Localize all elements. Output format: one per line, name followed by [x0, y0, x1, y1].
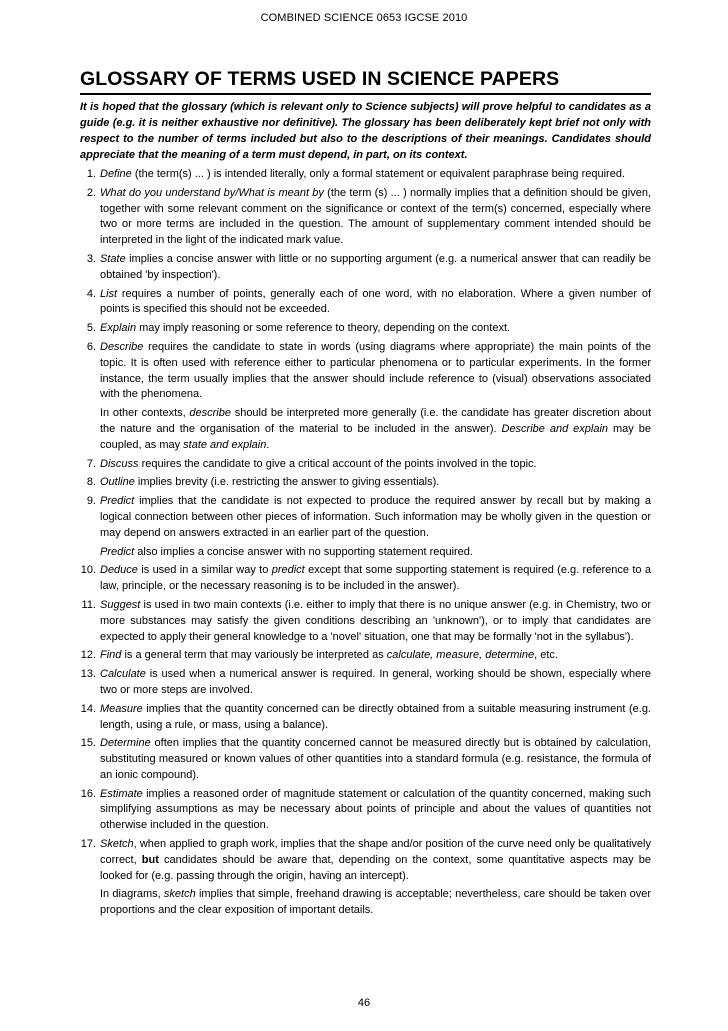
glossary-term-keyword: Sketch [100, 838, 134, 851]
glossary-term-keyword: Determine [100, 737, 151, 750]
glossary-item-paragraph [100, 167, 651, 183]
glossary-item-number: 17. [80, 838, 96, 851]
glossary-text: candidates should be aware that, depending on the context, some quantitative aspects may be looked for (e.g. passing through the origin, having an intercept). [100, 853, 651, 882]
glossary-text: is used when a numerical answer is required. In general, working should be shown, especially where two or more steps are involved. [100, 668, 651, 696]
glossary-item [80, 598, 651, 645]
glossary-list [80, 167, 651, 919]
glossary-item-paragraph [100, 475, 651, 491]
glossary-text: should be interpreted more generally (i.e. the candidate has greater discretion about the nature and the organisation of the material to be included in the answer). [100, 407, 651, 435]
glossary-text: In diagrams, [100, 888, 164, 901]
glossary-term-keyword: predict [271, 564, 305, 577]
glossary-item-number: 15. [80, 737, 96, 750]
glossary-item-number: 13. [80, 668, 96, 681]
glossary-item [80, 787, 651, 834]
glossary-term-keyword: Predict [100, 545, 135, 558]
glossary-text: (the term(s) ... ) is intended literally, only a formal statement or equivalent paraphrase being required. [131, 168, 625, 180]
glossary-item-paragraph [100, 736, 651, 783]
glossary-item-number: 14. [80, 702, 96, 715]
glossary-text: requires the candidate to give a critical account of the points involved in the topic. [138, 457, 537, 470]
emphasis-text: but [141, 853, 159, 866]
glossary-text: except that some supporting statement is required (e.g. reference to a law, principle, or the necessary reasoning is to be included in the answer). [100, 564, 651, 593]
glossary-term-keyword: state and explain [183, 438, 267, 451]
glossary-item-number: 5. [86, 322, 96, 335]
glossary-item-number: 1. [86, 168, 96, 180]
glossary-item-number: 12. [80, 649, 96, 662]
glossary-item-number: 2. [86, 186, 96, 199]
glossary-item-paragraph [100, 887, 651, 919]
glossary-item [80, 475, 651, 491]
glossary-term-keyword: State [100, 252, 126, 265]
glossary-text: implies that the quantity concerned can be directly obtained from a suitable measuring instrument (e.g. length, using a rule, or mass, using a balance). [100, 702, 651, 731]
page-number: 46 [357, 997, 371, 1009]
glossary-text: is used in a similar way to [137, 564, 272, 577]
glossary-text: (the term (s) ... ) normally implies that a definition should be given, together with some relevant comment on the significance or context of the term(s) concerned, especially where two or more terms are included in the question. The amount of supplementary comment intended should be interpreted in the light of the indicated mark value. [100, 186, 652, 247]
glossary-item-paragraph [100, 252, 651, 284]
glossary-text: , etc. [534, 649, 558, 662]
glossary-term-keyword: Deduce [100, 564, 138, 577]
glossary-term-keyword: Find [100, 649, 122, 662]
glossary-term-keyword: describe [189, 407, 231, 420]
glossary-item-paragraph [100, 494, 651, 541]
glossary-text: often implies that the quantity concerned cannot be measured directly but is obtained by calculation, substituting measured or known values of other quantities into a standard formula (e.g. resistance, the formula of an ionic compound). [100, 737, 651, 781]
glossary-term-keyword: Suggest [100, 598, 141, 611]
glossary-item-paragraph [100, 406, 651, 453]
glossary-item-paragraph [100, 667, 651, 699]
glossary-item-paragraph [100, 598, 651, 645]
glossary-item-paragraph [100, 787, 651, 834]
glossary-item [80, 321, 651, 337]
glossary-item-paragraph [100, 702, 651, 734]
glossary-item [80, 457, 651, 473]
glossary-item-number: 10. [80, 564, 96, 577]
glossary-term-keyword: Describe and explain [501, 422, 609, 435]
glossary-term-keyword: Measure [100, 702, 143, 715]
glossary-item [80, 167, 651, 183]
glossary-item-number: 6. [86, 340, 96, 353]
glossary-item-paragraph [100, 648, 651, 664]
glossary-term-keyword: Define [100, 168, 132, 180]
page-content [80, 68, 651, 922]
glossary-item-number: 4. [86, 287, 96, 300]
glossary-item [80, 340, 651, 454]
glossary-term-keyword: calculate, measure, determine [386, 649, 535, 662]
glossary-term-keyword: Predict [100, 495, 135, 508]
glossary-text: requires the candidate to state in words (using diagrams where appropriate) the main points of the topic. It is often used with reference either to particular phenomena or to particular experiments. In the former instance, the term usually implies that the answer should include reference to (visual) observations associated with the phenomena. [100, 340, 651, 401]
glossary-item [80, 648, 651, 664]
glossary-text: In other contexts, [100, 407, 190, 420]
glossary-item [80, 287, 651, 319]
glossary-item-number: 3. [86, 252, 96, 265]
glossary-item [80, 252, 651, 284]
glossary-item [80, 667, 651, 699]
glossary-item-paragraph [100, 287, 651, 319]
glossary-item-paragraph [100, 321, 651, 337]
glossary-text: , when applied to graph work, implies that the shape and/or position of the curve need only be qualitatively correct, [100, 838, 651, 866]
glossary-item-paragraph [100, 340, 651, 403]
glossary-item-number: 16. [80, 787, 96, 800]
glossary-text: implies a concise answer with little or no supporting argument (e.g. a numerical answer that can readily be obtained 'by inspection'). [100, 252, 651, 281]
glossary-term-keyword: Explain [100, 322, 137, 335]
glossary-item-number: 11. [81, 598, 96, 611]
glossary-term-keyword: Discuss [100, 457, 139, 470]
glossary-item [80, 494, 651, 560]
page-title: GLOSSARY OF TERMS USED IN SCIENCE PAPERS [80, 68, 651, 95]
glossary-item-number: 9. [86, 495, 96, 508]
glossary-term-keyword: What do you understand by/What is meant by [100, 186, 324, 199]
glossary-text: may imply reasoning or some reference to theory, depending on the context. [136, 322, 511, 335]
glossary-text: implies that the candidate is not expected to produce the required answer by recall but by making a logical connection between other pieces of information. Such information may be wholly given in the question or may depend on answers extracted in an earlier part of the question. [100, 495, 651, 539]
glossary-item [80, 837, 651, 919]
glossary-term-keyword: Outline [100, 476, 135, 489]
glossary-text: requires a number of points, generally each of one word, with no elaboration. Where a given number of points is specified this should not be exceeded. [100, 287, 651, 316]
glossary-term-keyword: Describe [100, 340, 144, 353]
glossary-item-paragraph [100, 545, 651, 561]
glossary-text: also implies a concise answer with no supporting statement required. [134, 545, 473, 558]
glossary-item [80, 186, 651, 249]
glossary-text: may be coupled, as may [100, 422, 651, 451]
running-header: COMBINED SCIENCE 0653 IGCSE 2010 [260, 12, 468, 24]
glossary-item [80, 702, 651, 734]
glossary-item-paragraph [100, 563, 651, 595]
glossary-item [80, 563, 651, 595]
glossary-term-keyword: List [100, 287, 118, 300]
glossary-item-number: 7. [86, 457, 96, 470]
glossary-item-paragraph [100, 837, 651, 884]
glossary-text: implies that simple, freehand drawing is acceptable; nevertheless, care should be taken over proportions and the clear exposition of important details. [100, 888, 651, 917]
glossary-text: is used in two main contexts (i.e. either to imply that there is no unique answer (e.g. in Chemistry, two or more substances may satisfy the given conditions describing an 'unknown'), or to imply that candidates are expected to apply their general knowledge to a 'novel' situation, one that may be formally 'not in the syllabus'). [100, 598, 651, 643]
glossary-item-number: 8. [86, 476, 96, 489]
glossary-text: . [266, 438, 270, 451]
glossary-text: implies a reasoned order of magnitude statement or calculation of the quantity concerned, making such simplifying assumptions as may be necessary about points of principle and about the values of quantities not otherwise included in the question. [100, 787, 651, 832]
glossary-item-paragraph [100, 457, 651, 473]
glossary-item-paragraph [100, 186, 651, 249]
glossary-term-keyword: Calculate [100, 668, 146, 681]
glossary-text: implies brevity (i.e. restricting the answer to giving essentials). [134, 476, 440, 489]
glossary-term-keyword: sketch [163, 888, 196, 901]
glossary-item [80, 736, 651, 783]
intro-paragraph: It is hoped that the glossary (which is relevant only to Science subjects) will prove helpful to candidates as a guide (e.g. it is neither exhaustive nor definitive). The glossary has been deliberately kept brief not only with respect to the number of terms included but also to the descriptions of their meanings. Candidates should appreciate that the meaning of a term must depend, in part, on its context. [80, 101, 651, 161]
glossary-term-keyword: Estimate [100, 787, 143, 800]
glossary-text: is a general term that may variously be interpreted as [121, 649, 387, 662]
